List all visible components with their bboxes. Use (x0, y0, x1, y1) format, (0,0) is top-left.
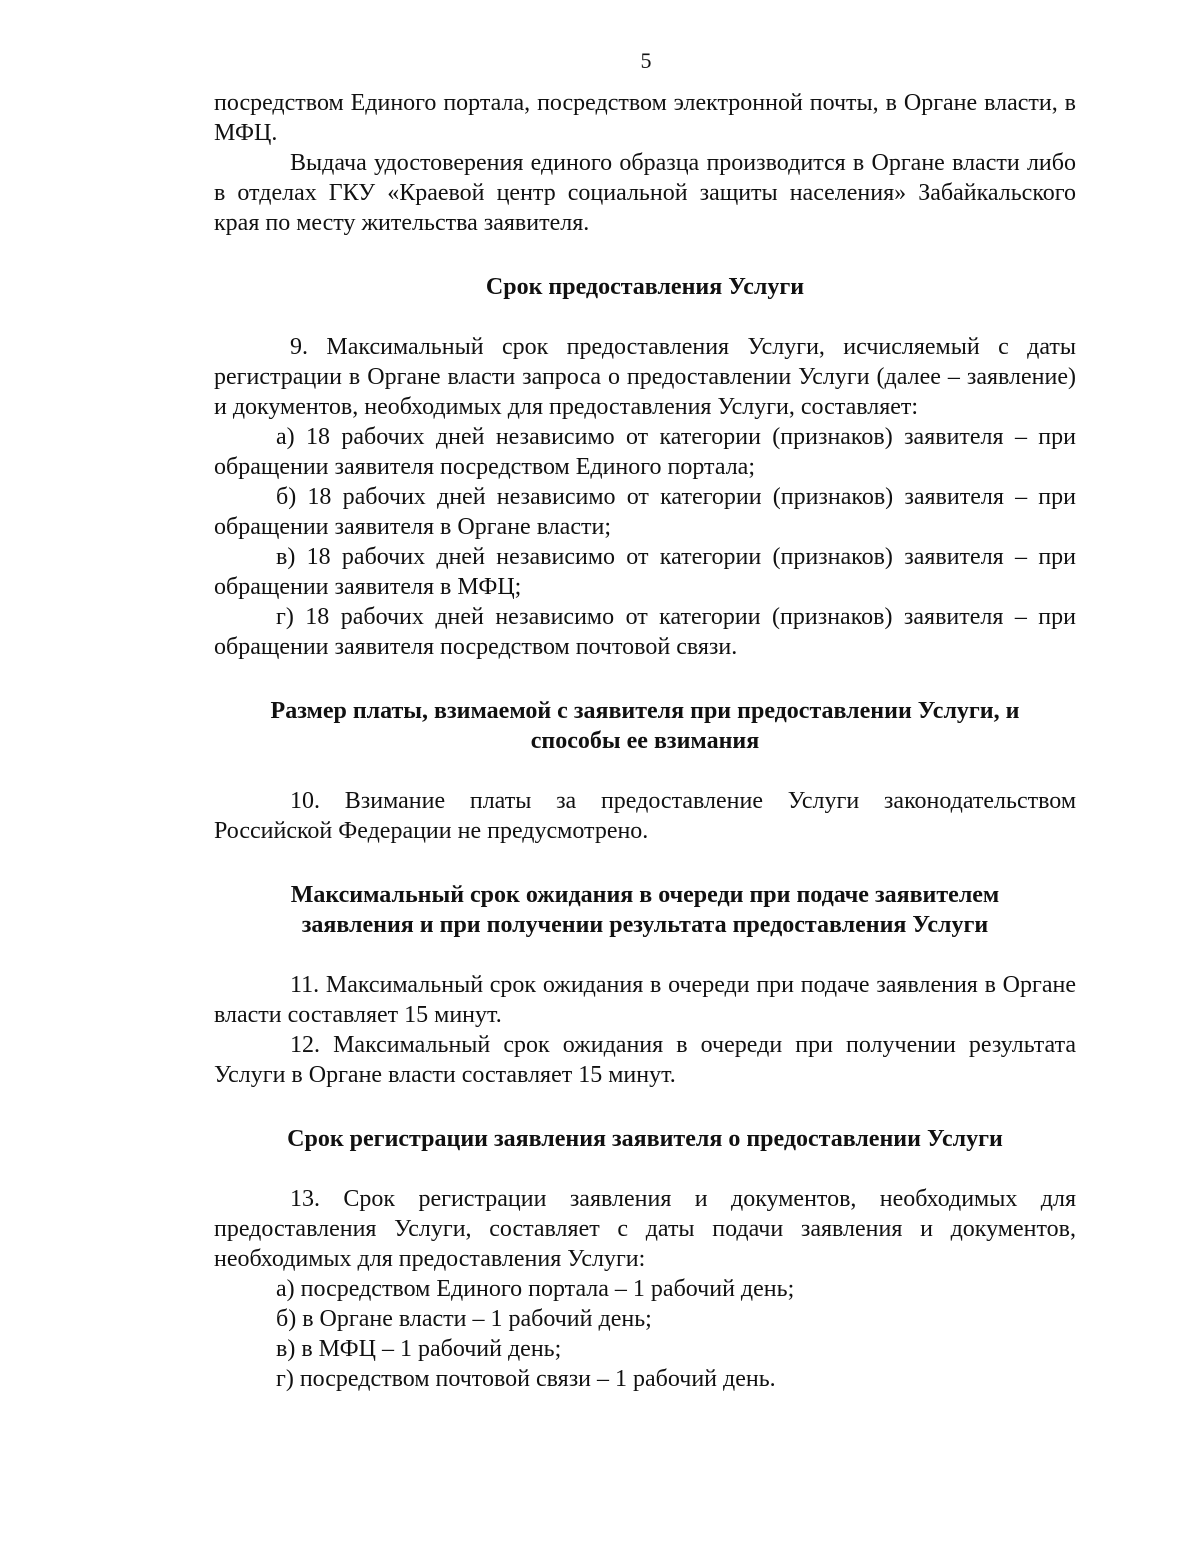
heading-fee (214, 696, 1076, 756)
page-number: 5 (640, 48, 652, 73)
paragraph-13: 13. Срок регистрации заявления и документов, необходимых для предоставления Услуги, составляет с даты подачи заявления и документов, необходимых для предоставления Услуги: (214, 1186, 1076, 1272)
heading-queue-line2: заявления и при получении результата предоставления Услуги (301, 912, 989, 938)
heading-registration: Срок регистрации заявления заявителя о предоставлении Услуги (287, 1126, 1003, 1152)
paragraph-12: 12. Максимальный срок ожидания в очереди при получении результата Услуги в Органе власти составляет 15 минут. (214, 1032, 1076, 1088)
intro-paragraph-continued: посредством Единого портала, посредством электронной почты, в Органе власти, в МФЦ. (214, 90, 1076, 146)
term-item-a: а) 18 рабочих дней независимо от категории (признаков) заявителя – при обращении заявителя посредством Единого портала; (214, 424, 1076, 480)
heading-queue-line1: Максимальный срок ожидания в очереди при подаче заявителем (290, 882, 1000, 908)
heading-service-term: Срок предоставления Услуги (485, 274, 805, 300)
paragraph-10: 10. Взимание платы за предоставление Услуги законодательством Российской Федерации не предусмотрено. (214, 788, 1076, 844)
heading-queue (214, 880, 1076, 940)
heading-fee-line2: способы ее взимания (530, 728, 760, 754)
paragraph-11: 11. Максимальный срок ожидания в очереди при подаче заявления в Органе власти составляет 15 минут. (214, 972, 1076, 1028)
paragraph-9: 9. Максимальный срок предоставления Услуги, исчисляемый с даты регистрации в Органе власти запроса о предоставлении Услуги (далее – заявление) и документов, необходимых для предоставления Услуги, составляет: (214, 334, 1076, 420)
registration-item-b: б) в Органе власти – 1 рабочий день; (276, 1306, 652, 1332)
document-body (214, 88, 1076, 1394)
term-item-b: б) 18 рабочих дней независимо от категории (признаков) заявителя – при обращении заявителя в Органе власти; (214, 484, 1076, 540)
registration-item-a: а) посредством Единого портала – 1 рабочий день; (276, 1276, 795, 1302)
term-item-v: в) 18 рабочих дней независимо от категории (признаков) заявителя – при обращении заявителя в МФЦ; (214, 544, 1076, 600)
heading-fee-line1: Размер платы, взимаемой с заявителя при предоставлении Услуги, и (270, 698, 1020, 724)
term-item-g: г) 18 рабочих дней независимо от категории (признаков) заявителя – при обращении заявителя посредством почтовой связи. (214, 604, 1076, 660)
intro-paragraph-issuance: Выдача удостоверения единого образца производится в Органе власти либо в отделах ГКУ «Краевой центр социальной защиты населения» Забайкальского края по месту жительства заявителя. (214, 150, 1076, 236)
registration-item-g: г) посредством почтовой связи – 1 рабочий день. (276, 1366, 776, 1392)
registration-item-v: в) в МФЦ – 1 рабочий день; (276, 1336, 562, 1362)
